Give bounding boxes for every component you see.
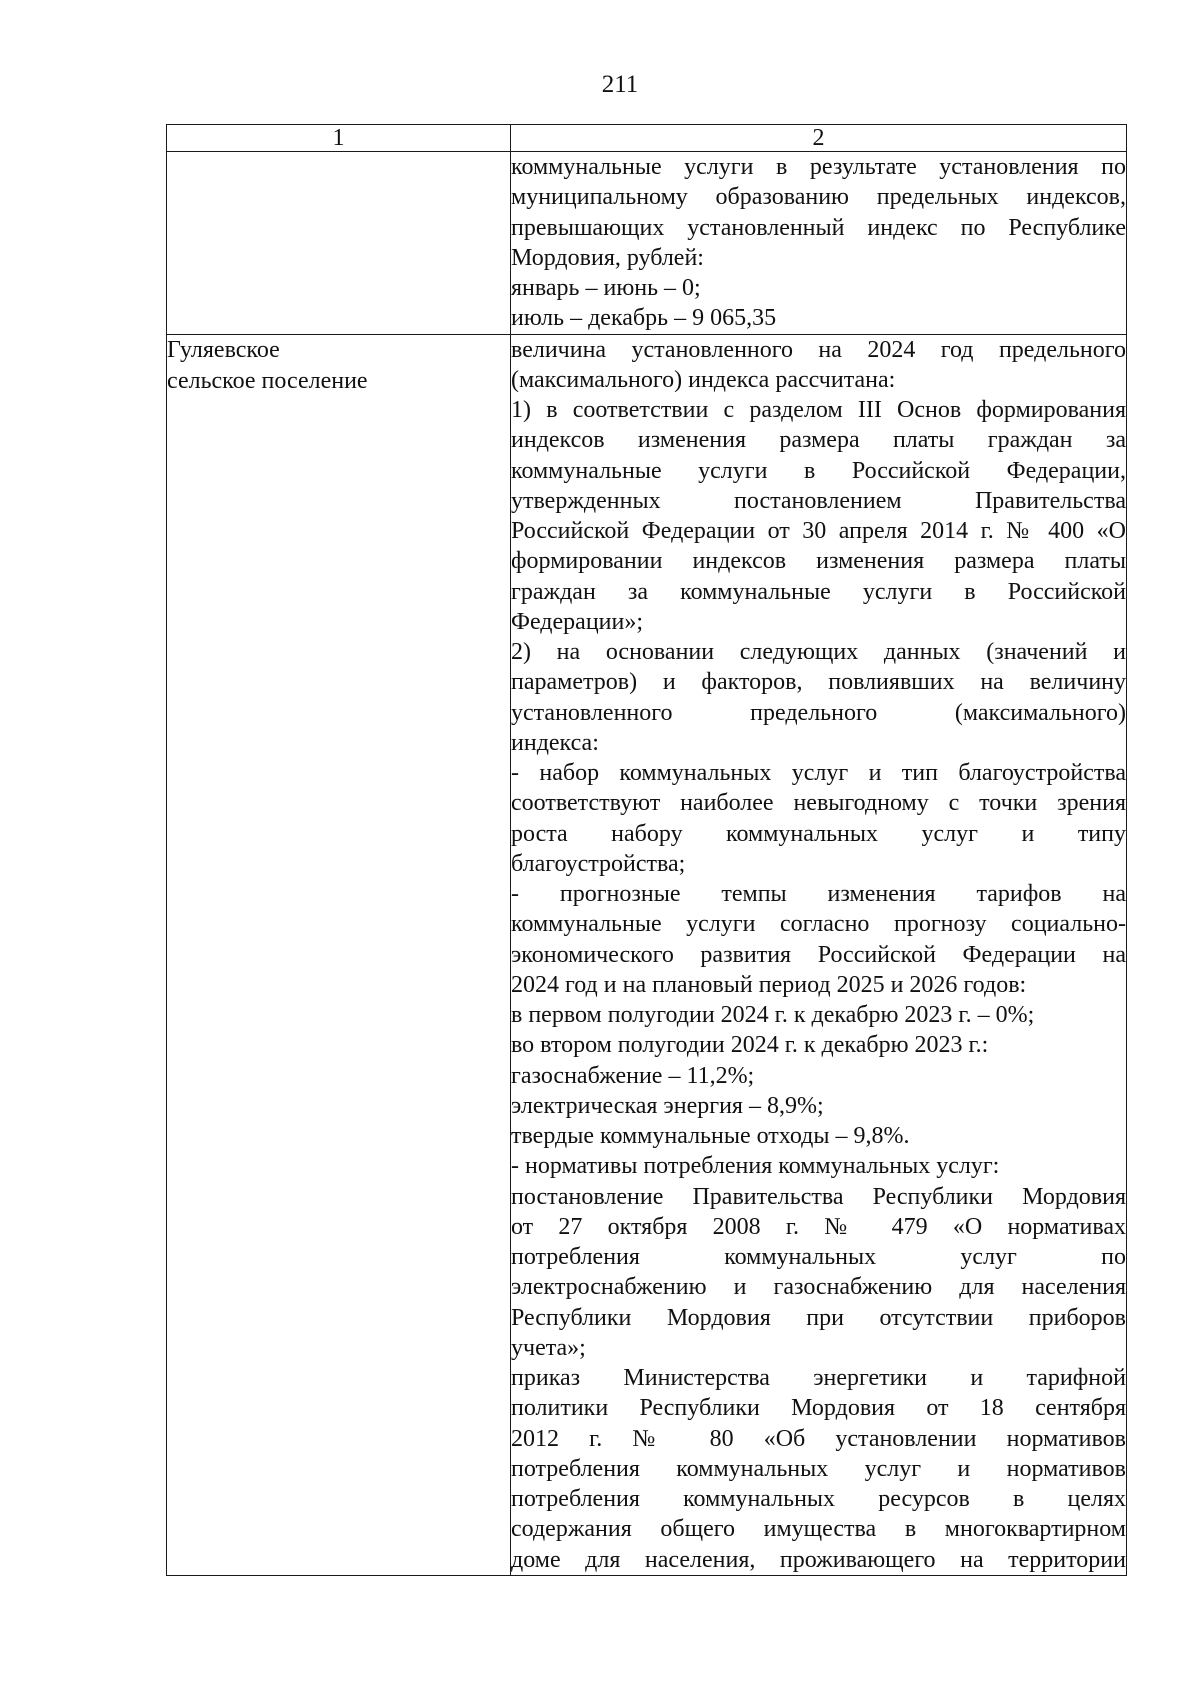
table-header-row	[167, 125, 1127, 152]
text-line: благоустройства;	[511, 850, 686, 877]
text-line: 2) на основании следующих данных (значений и	[511, 639, 1126, 665]
page-number: 211	[601, 71, 639, 98]
text-line: роста набору коммунальных услуг и типу	[511, 820, 1126, 847]
text-line: июль – декабрь – 9 065,35	[511, 305, 777, 332]
text-line: приказ Министерства энергетики и тарифной	[511, 1365, 1126, 1391]
text-line: - набор коммунальных услуг и тип благоустройства	[511, 760, 1126, 786]
text-line: январь – июнь – 0;	[511, 275, 701, 301]
text-line: величина установленного на 2024 год предельного	[511, 336, 1126, 363]
text-line: установленного предельного (максимального)	[511, 699, 1126, 726]
text-line: потребления коммунальных ресурсов в целях	[511, 1486, 1126, 1512]
text-line: превышающих установленный индекс по Республике	[511, 214, 1126, 241]
text-line: коммунальные услуги согласно прогнозу социально-	[511, 911, 1126, 938]
text-line: потребления коммунальных услуг по	[511, 1244, 1126, 1270]
text-line: Российской Федерации от 30 апреля 2014 г. № 400 «О	[511, 518, 1126, 544]
column-header-1: 1	[167, 125, 511, 152]
text-line: от 27 октября 2008 г. № 479 «О нормативах	[511, 1213, 1126, 1240]
text-line: учета»;	[511, 1334, 586, 1361]
text-line: Гуляевское	[167, 336, 280, 363]
text-line: индекса:	[511, 729, 599, 756]
table-row	[167, 152, 1127, 335]
text-line: (максимального) индекса рассчитана:	[511, 366, 896, 393]
row-2-left-cell	[167, 334, 511, 1575]
row-1-right-cell	[511, 152, 1127, 335]
text-line: 1) в соответствии с разделом III Основ формирования	[511, 397, 1126, 423]
text-line: содержания общего имущества в многоквартирном	[511, 1516, 1126, 1543]
table-row	[167, 334, 1127, 1575]
text-line: муниципальному образованию предельных индексов,	[511, 184, 1126, 211]
text-line: соответствуют наиболее невыгодному с точки зрения	[511, 790, 1126, 817]
text-line: газоснабжение – 11,2%;	[511, 1062, 755, 1089]
text-line: параметров) и факторов, повлиявших на величину	[511, 669, 1126, 696]
text-line: утвержденных постановлением Правительства	[511, 487, 1126, 514]
text-line: Мордовия, рублей:	[511, 244, 704, 271]
text-line: коммунальные услуги в Российской Федерации,	[511, 457, 1126, 484]
text-line: Федерации»;	[511, 608, 644, 635]
text-line: - нормативы потребления коммунальных услуг:	[511, 1153, 1000, 1180]
document-table	[166, 124, 1127, 1576]
text-line: - прогнозные темпы изменения тарифов на	[511, 881, 1126, 907]
column-header-2: 2	[511, 125, 1127, 152]
text-line: 2024 год и на плановый период 2025 и 2026 годов:	[511, 971, 1027, 998]
text-line: индексов изменения размера платы граждан за	[511, 427, 1126, 454]
text-line: твердые коммунальные отходы – 9,8%.	[511, 1123, 910, 1149]
text-line: электроснабжению и газоснабжению для населения	[511, 1274, 1126, 1301]
row-2-right-cell	[511, 334, 1127, 1575]
text-line: постановление Правительства Республики Мордовия	[511, 1183, 1126, 1210]
text-line: формировании индексов изменения размера платы	[511, 548, 1126, 575]
row-1-left-cell	[167, 152, 511, 335]
text-line: в первом полугодии 2024 г. к декабрю 2023 г. – 0%;	[511, 1002, 1035, 1028]
text-line: во втором полугодии 2024 г. к декабрю 2023 г.:	[511, 1032, 989, 1059]
text-line: сельское поселение	[167, 367, 368, 394]
text-line: политики Республики Мордовия от 18 сентября	[511, 1395, 1126, 1422]
text-line: коммунальные услуги в результате установления по	[511, 154, 1126, 180]
text-line: Республики Мордовия при отсутствии приборов	[511, 1304, 1126, 1331]
text-line: 2012 г. № 80 «Об установлении нормативов	[511, 1425, 1126, 1452]
text-line: экономического развития Российской Федерации на	[511, 941, 1126, 968]
text-line: потребления коммунальных услуг и нормативов	[511, 1455, 1126, 1482]
text-line: электрическая энергия – 8,9%;	[511, 1092, 824, 1119]
text-line: граждан за коммунальные услуги в Российской	[511, 578, 1126, 605]
text-line: доме для населения, проживающего на территории	[511, 1546, 1126, 1573]
